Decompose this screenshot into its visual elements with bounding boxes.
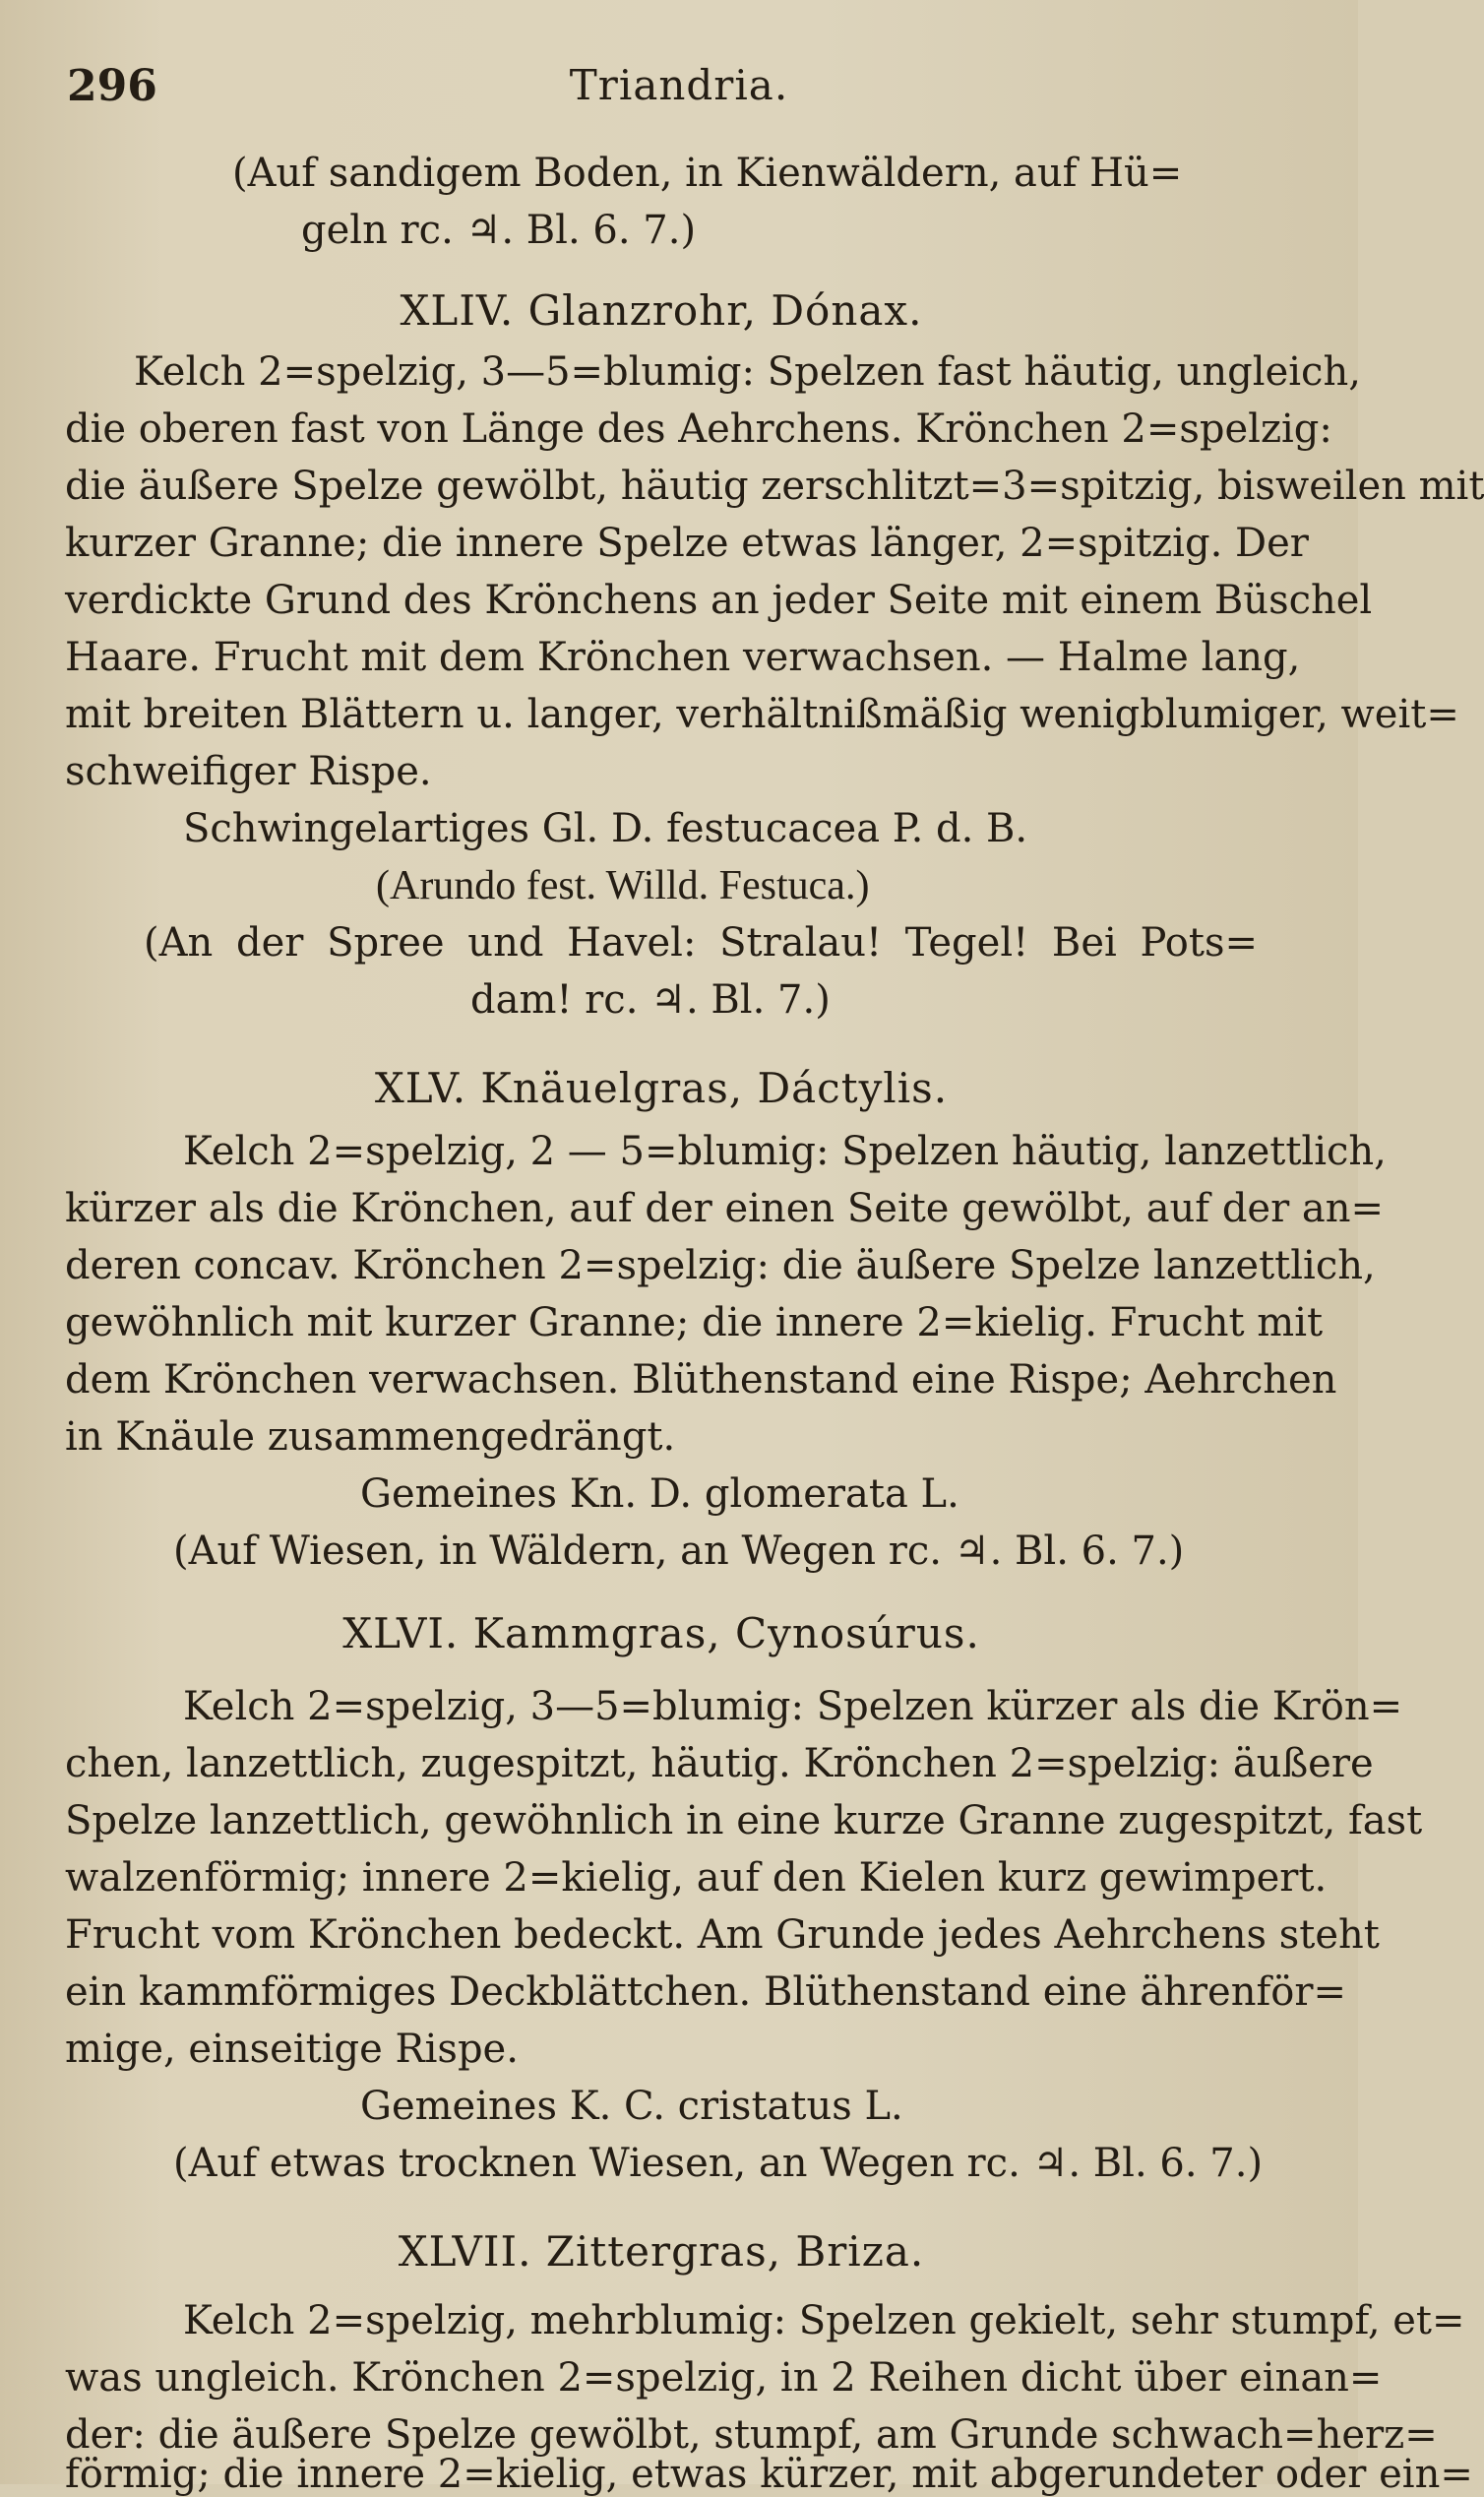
text-line: gewöhnlich mit kurzer Granne; die innere 2=kielig. Frucht mit	[65, 1300, 1324, 1345]
text-line: kurzer Granne; die innere Spelze etwas länger, 2=spitzig. Der	[65, 521, 1309, 566]
text-line: in Knäule zusammengedrängt.	[65, 1414, 676, 1460]
text-line: Kelch 2=spelzig, 3—5=blumig: Spelzen kürzer als die Krön=	[183, 1684, 1403, 1729]
text-line: kürzer als die Krönchen, auf der einen Seite gewölbt, auf der an=	[65, 1186, 1385, 1231]
genus-heading-xlv: XLV. Knäuelgras, Dáctylis.	[374, 1064, 949, 1112]
habitat-line: dam! rc. ♃. Bl. 7.)	[470, 977, 831, 1023]
synonym-line: (Arundo fest. Willd. Festuca.)	[376, 863, 870, 908]
text-line: förmig; die innere 2=kielig, etwas kürzer, mit abgerundeter oder ein=	[65, 2452, 1473, 2497]
text-line: was ungleich. Krönchen 2=spelzig, in 2 Reihen dicht über einan=	[65, 2355, 1383, 2401]
species-line: Gemeines K. C. cristatus L.	[360, 2084, 903, 2129]
habitat-line: (An der Spree und Havel: Stralau! Tegel! Bei Pots=	[144, 920, 1258, 966]
running-title: Triandria.	[569, 61, 789, 109]
text-line: ein kammförmiges Deckblättchen. Blüthenstand eine ährenför=	[65, 1969, 1346, 2015]
text-line: walzenförmig; innere 2=kielig, auf den Kielen kurz gewimpert.	[65, 1855, 1328, 1901]
habitat-line: (Auf Wiesen, in Wäldern, an Wegen rc. ♃. Bl. 6. 7.)	[173, 1529, 1185, 1574]
genus-heading-xlvi: XLVI. Kammgras, Cynosúrus.	[342, 1609, 980, 1657]
habitat-line: (Auf etwas trocknen Wiesen, an Wegen rc. ♃. Bl. 6. 7.)	[173, 2141, 1264, 2186]
text-line: mit breiten Blättern u. langer, verhältnißmäßig wenigblumiger, weit=	[65, 692, 1459, 737]
text-line: chen, lanzettlich, zugespitzt, häutig. Krönchen 2=spelzig: äußere	[65, 1741, 1374, 1786]
species-line: Schwingelartiges Gl. D. festucacea P. d. B.	[183, 806, 1028, 851]
text-line: die äußere Spelze gewölbt, häutig zerschlitzt=3=spitzig, bisweilen mit	[65, 464, 1484, 509]
text-line: geln rc. ♃. Bl. 6. 7.)	[301, 208, 697, 253]
text-line: Spelze lanzettlich, gewöhnlich in eine kurze Granne zugespitzt, fast	[65, 1798, 1423, 1843]
genus-heading-xliv: XLIV. Glanzrohr, Dónax.	[400, 286, 923, 335]
page-number: 296	[67, 61, 157, 111]
text-line: Kelch 2=spelzig, mehrblumig: Spelzen gekielt, sehr stumpf, et=	[183, 2298, 1465, 2343]
text-line: mige, einseitige Rispe.	[65, 2027, 519, 2072]
text-line: Kelch 2=spelzig, 3—5=blumig: Spelzen fast häutig, ungleich,	[134, 349, 1361, 395]
text-line: die oberen fast von Länge des Aehrchens. Krönchen 2=spelzig:	[65, 406, 1332, 452]
species-line: Gemeines Kn. D. glomerata L.	[360, 1471, 959, 1517]
text-line: (Auf sandigem Boden, in Kienwäldern, auf Hü=	[232, 151, 1183, 196]
text-line: dem Krönchen verwachsen. Blüthenstand eine Rispe; Aehrchen	[65, 1357, 1337, 1403]
text-line: Frucht vom Krönchen bedeckt. Am Grunde jedes Aehrchens steht	[65, 1912, 1380, 1958]
text-line: Kelch 2=spelzig, 2 — 5=blumig: Spelzen häutig, lanzettlich,	[183, 1129, 1387, 1174]
genus-heading-xlvii: XLVII. Zittergras, Briza.	[398, 2227, 925, 2276]
text-line: der: die äußere Spelze gewölbt, stumpf, am Grunde schwach=herz=	[65, 2412, 1438, 2458]
text-line: Haare. Frucht mit dem Krönchen verwachsen. — Halme lang,	[65, 635, 1301, 680]
text-line: deren concav. Krönchen 2=spelzig: die äußere Spelze lanzettlich,	[65, 1243, 1376, 1288]
text-line: schweifiger Rispe.	[65, 749, 432, 794]
text-line: verdickte Grund des Krönchens an jeder Seite mit einem Büschel	[65, 578, 1373, 623]
